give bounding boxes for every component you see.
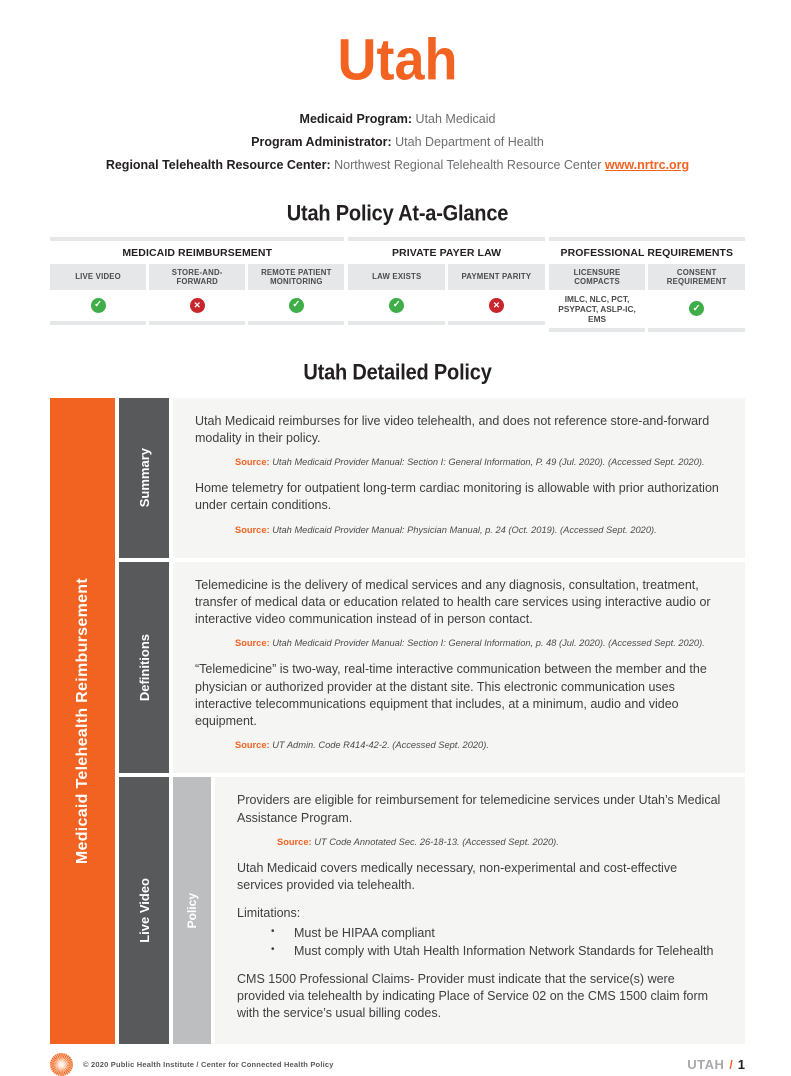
- list-intro: Limitations:: [237, 906, 301, 921]
- column-header: STORE-AND-FORWARD: [149, 264, 245, 290]
- policy-paragraph: Utah Medicaid reimburses for live video telehealth, and does not reference store-and-forward modality in their policy.: [195, 413, 710, 445]
- column-group: [549, 237, 745, 332]
- value-row: [50, 292, 344, 319]
- table-bottom-bar: [348, 321, 544, 325]
- table-bottom-bar-segment: [248, 321, 344, 325]
- source-citation: [237, 837, 725, 847]
- check-icon: ✓: [91, 298, 106, 313]
- section-row-summary: [119, 398, 745, 558]
- footer-separator: /: [729, 1057, 733, 1072]
- table-bottom-bar-segment: [448, 321, 545, 325]
- source-citation: [195, 525, 725, 535]
- source-text: Utah Medicaid Provider Manual: Section I: General Information, p. 48 (Jul. 2020). (Accessed Sept. 2020).: [272, 638, 705, 649]
- source-text: Utah Medicaid Provider Manual: Physician Manual, p. 24 (Oct. 2019). (Accessed Sept. 2020).: [272, 524, 657, 535]
- column-header: LAW EXISTS: [348, 264, 445, 290]
- source-text: UT Code Annotated Sec. 26-18-13. (Accessed Sept. 2020).: [314, 836, 559, 847]
- source-citation: [195, 740, 725, 750]
- source-label: Source:: [277, 836, 312, 847]
- source-label: Source:: [235, 524, 270, 535]
- section-label-summary: [119, 398, 169, 558]
- resource-center-line: [50, 158, 745, 172]
- source-label: Source:: [235, 638, 270, 649]
- section-label-text: Definitions: [136, 633, 152, 702]
- table-bottom-bar-segment: [348, 321, 445, 325]
- copyright-text: © 2020 Public Health Institute / Center for Connected Health Policy: [83, 1059, 334, 1069]
- value-cell: [648, 292, 745, 326]
- subheader-row: [348, 264, 544, 290]
- section-content-summary: [173, 398, 745, 558]
- check-icon: ✓: [289, 298, 304, 313]
- section-sublabel-live-video: [173, 777, 211, 1043]
- source-label: Source:: [235, 457, 270, 468]
- policy-paragraph: Home telemetry for outpatient long-term cardiac monitoring is allowable with prior authorization under certain conditions.: [195, 481, 719, 513]
- value-cell: [549, 292, 646, 326]
- footer-state-label: UTAH: [687, 1056, 725, 1072]
- footer: [50, 1053, 745, 1076]
- table-bottom-bar-segment: [648, 328, 745, 332]
- value-row: [348, 292, 544, 319]
- value-cell: [50, 292, 146, 319]
- nrtrc-link[interactable]: www.nrtrc.org: [604, 157, 690, 172]
- bullet-list: [237, 924, 725, 960]
- category-strip: [50, 398, 115, 1044]
- page-title: Utah: [337, 27, 458, 93]
- column-header: CONSENT REQUIREMENT: [648, 264, 745, 290]
- table-bottom-bar-segment: [549, 328, 646, 332]
- detail-area: [50, 398, 745, 1044]
- column-header: LICENSURE COMPACTS: [549, 264, 646, 290]
- section-row-definitions: [119, 562, 745, 774]
- section-row-live-video: [119, 777, 745, 1043]
- value-row: [549, 292, 745, 326]
- check-icon: ✓: [389, 298, 404, 313]
- source-text: UT Admin. Code R414-42-2. (Accessed Sept. 2020).: [272, 740, 489, 751]
- table-bottom-bar: [50, 321, 344, 325]
- policy-paragraph: “Telemedicine” is two-way, real-time interactive communication between the member and the physician or authorized provider at the distant site. This electronic communication uses interactive telecommunications equipment that includes, at a minimum, audio and video equipment.: [195, 662, 707, 729]
- resource-center-value: Northwest Regional Telehealth Resource Center: [334, 157, 602, 172]
- bullet-item: • Must be HIPAA compliant: [294, 924, 725, 942]
- section-content-definitions: [173, 562, 745, 774]
- cchp-sunburst-logo-icon: [50, 1053, 73, 1076]
- policy-paragraph: Providers are eligible for reimbursement for telemedicine services under Utah’s Medical Assistance Program.: [237, 793, 721, 825]
- column-header: PAYMENT PARITY: [448, 264, 545, 290]
- cross-icon: ✕: [489, 298, 504, 313]
- policy-paragraph: CMS 1500 Professional Claims- Provider must indicate that the service(s) were provided via telehealth by indicating Place of Service 02 on the CMS 1500 claim form with the service’s usual billing codes.: [237, 971, 709, 1021]
- cross-icon: ✕: [190, 298, 205, 313]
- subheader-row: [549, 264, 745, 290]
- policy-paragraph: Utah Medicaid covers medically necessary, non-experimental and cost-effective services provided via telehealth.: [237, 860, 678, 893]
- source-text: Utah Medicaid Provider Manual: Section I: General Information, P. 49 (Jul. 2020). (Accessed Sept. 2020).: [272, 457, 705, 468]
- column-group: [348, 237, 544, 332]
- footer-page-number: 1: [737, 1056, 745, 1072]
- value-cell: [448, 292, 545, 319]
- column-group: [50, 237, 344, 332]
- subheader-row: [50, 264, 344, 290]
- at-a-glance-heading: Utah Policy At-a-Glance: [286, 201, 509, 226]
- detail-sections: [119, 398, 745, 1044]
- column-group-header: MEDICAID REIMBURSEMENT: [50, 241, 344, 262]
- detailed-policy-heading: Utah Detailed Policy: [303, 360, 492, 385]
- page-indicator: [687, 1057, 745, 1072]
- section-label-text: Live Video: [136, 878, 152, 943]
- table-bottom-bar: [549, 328, 745, 332]
- medicaid-program-label: Medicaid Program:: [299, 111, 413, 126]
- check-icon: ✓: [689, 301, 704, 316]
- source-citation: [195, 638, 725, 648]
- section-sublabel-text: Policy: [185, 892, 199, 929]
- policy-paragraph: Telemedicine is the delivery of medical services and any diagnosis, consultation, treatment, transfer of medical data or education related to health care services using interactive audio or interactive video communication instead of in person contact.: [195, 577, 711, 627]
- value-cell: [348, 292, 445, 319]
- section-label-definitions: [119, 562, 169, 774]
- program-administrator-label: Program Administrator:: [251, 134, 392, 149]
- resource-center-label: Regional Telehealth Resource Center:: [105, 157, 331, 172]
- column-group-header: PROFESSIONAL REQUIREMENTS: [549, 241, 745, 262]
- value-text: IMLC, NLC, PCT, PSYPACT, ASLP-IC, EMS: [558, 293, 636, 324]
- value-cell: [149, 292, 245, 319]
- category-label: Medicaid Telehealth Reimbursement: [73, 577, 91, 864]
- medicaid-program-value: Utah Medicaid: [415, 111, 496, 126]
- table-bottom-bar-segment: [50, 321, 146, 325]
- at-a-glance-table: [50, 237, 745, 332]
- value-cell: [248, 292, 344, 319]
- bullet-item: • Must comply with Utah Health Information Network Standards for Telehealth: [294, 942, 725, 960]
- program-administrator-value: Utah Department of Health: [395, 134, 544, 149]
- source-label: Source:: [235, 740, 270, 751]
- footer-left: [50, 1053, 334, 1076]
- column-header: REMOTE PATIENT MONITORING: [248, 264, 344, 290]
- column-header: LIVE VIDEO: [50, 264, 146, 290]
- table-bottom-bar-segment: [149, 321, 245, 325]
- section-label-text: Summary: [136, 448, 152, 508]
- source-citation: [195, 457, 725, 467]
- meta-block: [50, 103, 745, 181]
- column-group-header: PRIVATE PAYER LAW: [348, 241, 544, 262]
- section-content-live-video: [215, 777, 745, 1043]
- medicaid-program-line: [50, 112, 745, 126]
- program-administrator-line: [50, 135, 745, 149]
- section-label-live-video: [119, 777, 169, 1043]
